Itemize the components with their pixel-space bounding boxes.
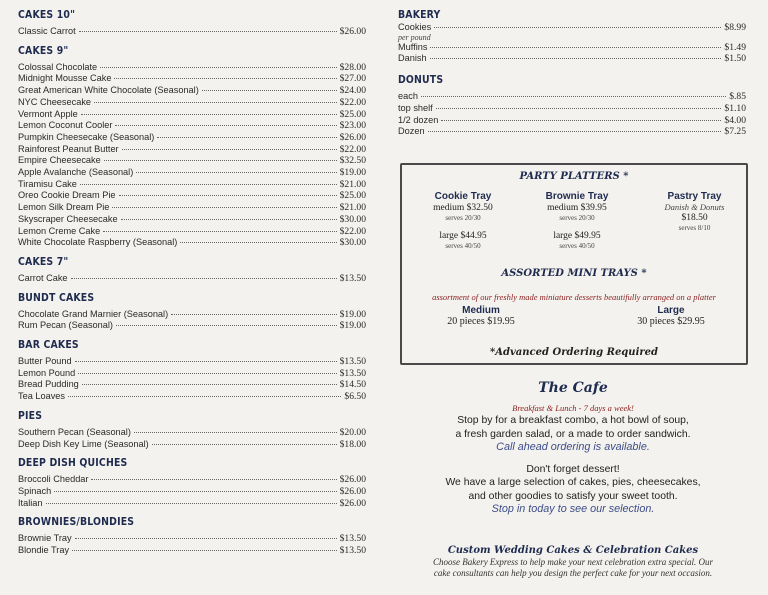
advance-ordering-note: *Advanced Ordering Required	[490, 347, 658, 358]
menu-item-price: $22.00	[339, 143, 366, 155]
right-menu-column	[398, 8, 746, 138]
menu-section	[18, 255, 366, 285]
left-menu-column	[18, 8, 366, 563]
menu-item	[18, 144, 366, 156]
menu-item-price: $13.50	[339, 356, 366, 368]
pastry-tray-subtitle: Danish & Donuts	[664, 202, 725, 212]
menu-item	[18, 320, 366, 332]
cafe-call-ahead: Call ahead ordering is available.	[496, 441, 650, 453]
menu-item	[18, 237, 366, 249]
brownie-tray-large-serves: serves 40/50	[559, 242, 595, 250]
menu-item-price: $27.00	[339, 73, 366, 85]
menu-item-name: Bread Pudding	[18, 379, 79, 390]
dot-leader	[115, 125, 336, 126]
menu-item-price: $19.00	[339, 308, 366, 320]
menu-item	[18, 226, 366, 238]
menu-item-name: Tiramisu Cake	[18, 178, 77, 189]
menu-item	[18, 85, 366, 97]
menu-item	[18, 379, 366, 391]
dot-leader	[94, 102, 337, 103]
section-heading-bakery: BAKERY	[398, 8, 441, 21]
mini-tray-large	[606, 305, 736, 327]
menu-item-name: Colossal Chocolate	[18, 61, 98, 72]
dot-leader	[68, 396, 341, 397]
menu-item-danish	[398, 53, 746, 65]
menu-item-name: Lemon Coconut Cooler	[18, 120, 113, 131]
dot-leader	[171, 314, 336, 315]
dot-leader	[136, 172, 336, 173]
section-heading: CAKES 7"	[18, 254, 69, 268]
menu-item	[18, 356, 366, 368]
menu-item	[18, 427, 366, 439]
brownie-tray-title: Brownie Tray	[545, 191, 609, 202]
menu-item-name: Dozen	[398, 126, 425, 137]
cafe-hours: Breakfast & Lunch - 7 days a week!	[512, 403, 634, 413]
menu-item-price: $4.00	[724, 114, 746, 126]
menu-item	[18, 214, 366, 226]
menu-item	[18, 545, 366, 557]
cafe-line-2: a fresh garden salad, or a made to order sandwich.	[455, 428, 691, 440]
menu-item-price: $13.50	[339, 533, 366, 545]
menu-section	[18, 338, 366, 403]
menu-item-name: Rainforest Peanut Butter	[18, 143, 119, 154]
menu-item-name: Spinach	[18, 485, 52, 496]
brownie-tray-medium-serves: serves 20/30	[559, 214, 595, 222]
menu-item-price: $24.00	[339, 85, 366, 97]
menu-item	[18, 26, 366, 38]
dot-leader	[430, 47, 721, 48]
dot-leader	[80, 184, 337, 185]
menu-item-price: $26.00	[339, 26, 366, 37]
menu-item-price: $18.00	[339, 438, 366, 450]
dot-leader	[100, 67, 336, 68]
menu-item-name: Danish	[398, 53, 427, 64]
menu-item	[18, 109, 366, 121]
dot-leader	[122, 149, 337, 150]
menu-item-name: Pumpkin Cheesecake (Seasonal)	[18, 131, 155, 142]
pastry-tray-price: $18.50	[681, 213, 708, 223]
dot-leader	[114, 78, 336, 79]
menu-item-name: Blondie Tray	[18, 545, 70, 556]
party-platters-heading: PARTY PLATTERS *	[519, 171, 629, 182]
menu-item-price: $25.00	[339, 108, 366, 120]
menu-item-donut-dozen	[398, 126, 746, 138]
dot-leader	[82, 384, 337, 385]
menu-item-name: Italian	[18, 497, 43, 508]
menu-item-price: $13.50	[339, 272, 366, 284]
menu-item	[18, 132, 366, 144]
mini-tray-medium-label: Medium	[462, 305, 500, 316]
dot-leader	[157, 137, 336, 138]
menu-item-name: Midnight Mousse Cake	[18, 73, 112, 84]
menu-item	[18, 73, 366, 85]
menu-item-name: Apple Avalanche (Seasonal)	[18, 167, 134, 178]
menu-item-price: $26.00	[339, 497, 366, 509]
party-platters-box	[400, 163, 748, 365]
menu-item-name: Broccoli Cheddar	[18, 474, 89, 485]
dot-leader	[134, 432, 337, 433]
dot-leader	[202, 90, 337, 91]
cafe-title: The Cafe	[538, 380, 608, 396]
menu-item	[18, 120, 366, 132]
dot-leader	[430, 58, 722, 59]
menu-item	[18, 179, 366, 191]
menu-item-name: Skyscraper Cheesecake	[18, 213, 118, 224]
dot-leader	[91, 479, 336, 480]
menu-item-price: $30.00	[339, 237, 366, 249]
cafe-section	[398, 380, 748, 517]
menu-section	[18, 8, 366, 38]
dot-leader	[112, 207, 336, 208]
menu-item	[18, 309, 366, 321]
menu-item-name: Lemon Pound	[18, 367, 76, 378]
dot-leader	[421, 96, 726, 97]
cookie-tray-large: large $44.95	[439, 231, 487, 241]
brownie-tray-large: large $49.95	[553, 231, 601, 241]
section-heading-donuts: DONUTS	[398, 73, 444, 87]
menu-item-price: $20.00	[339, 426, 366, 438]
menu-item	[18, 474, 366, 486]
section-heading: CAKES 9"	[18, 43, 69, 57]
wedding-cakes-line-2: cake consultants can help you design the perfect cake for your next occasion.	[433, 568, 713, 578]
menu-item-name: Classic Carrot	[18, 26, 76, 36]
dot-leader	[71, 278, 337, 279]
dot-leader	[54, 491, 336, 492]
dot-leader	[436, 108, 722, 109]
pastry-tray-serves: serves 8/10	[678, 224, 711, 232]
menu-item-name: top shelf	[398, 102, 433, 113]
cookie-tray	[408, 191, 518, 250]
menu-item-donut-top-shelf	[398, 103, 746, 115]
cafe-dessert-3: and other goodies to satisfy your sweet tooth.	[468, 490, 678, 502]
section-heading: PIES	[18, 408, 43, 422]
menu-item-name: Oreo Cookie Dream Pie	[18, 190, 116, 201]
menu-item-price: $26.00	[339, 485, 366, 497]
menu-item-price: $1.49	[724, 41, 746, 53]
menu-item-price: $1.50	[724, 53, 746, 65]
menu-item-price: $7.25	[724, 126, 746, 138]
menu-item-price: $22.00	[339, 225, 366, 237]
menu-section	[18, 44, 366, 249]
dot-leader	[104, 160, 337, 161]
pastry-tray-title: Pastry Tray	[667, 191, 722, 202]
wedding-cakes-title: Custom Wedding Cakes & Celebration Cakes	[447, 545, 699, 556]
menu-item-price: $19.00	[339, 167, 366, 179]
menu-item-name: Southern Pecan (Seasonal)	[18, 426, 131, 437]
dot-leader	[152, 444, 337, 445]
cookie-tray-medium: medium $32.50	[433, 203, 493, 213]
menu-item-muffins	[398, 42, 746, 54]
dot-leader	[79, 31, 337, 32]
menu-item	[18, 202, 366, 214]
donuts-section	[398, 73, 746, 138]
menu-item-price: $26.00	[339, 131, 366, 143]
dot-leader	[75, 538, 337, 539]
bakery-section	[398, 8, 746, 65]
menu-item	[18, 486, 366, 498]
wedding-cakes-line-1: Choose Bakery Express to help make your next celebration extra special. Our	[432, 557, 714, 567]
menu-item-name: Great American White Chocolate (Seasonal)	[18, 85, 199, 96]
menu-item-price: $25.00	[339, 190, 366, 202]
dot-leader	[121, 219, 337, 220]
dot-leader	[441, 120, 721, 121]
menu-item-price: $22.00	[339, 96, 366, 108]
brownie-tray	[522, 191, 632, 250]
dot-leader	[434, 27, 721, 28]
mini-tray-medium	[416, 305, 546, 327]
menu-item	[18, 273, 366, 285]
menu-item	[18, 368, 366, 380]
menu-item-price: $32.50	[339, 155, 366, 167]
menu-item-name: Lemon Creme Cake	[18, 225, 101, 236]
menu-item	[18, 439, 366, 451]
cookie-tray-title: Cookie Tray	[434, 191, 492, 202]
menu-item-price: $28.00	[339, 61, 366, 73]
menu-item-price: $.85	[729, 91, 746, 103]
menu-item-name: White Chocolate Raspberry (Seasonal)	[18, 237, 178, 248]
menu-item-name: Lemon Silk Dream Pie	[18, 202, 110, 213]
menu-item-name: Rum Pecan (Seasonal)	[18, 320, 113, 331]
dot-leader	[116, 325, 337, 326]
mini-trays-heading: ASSORTED MINI TRAYS *	[501, 268, 647, 279]
section-heading: DEEP DISH QUICHES	[18, 456, 128, 470]
menu-item-price: $13.50	[339, 545, 366, 557]
menu-item-price: $23.00	[339, 120, 366, 132]
dot-leader	[103, 231, 336, 232]
brownie-tray-medium: medium $39.95	[547, 203, 607, 213]
cafe-dessert-1: Don't forget dessert!	[526, 463, 620, 475]
dot-leader	[72, 550, 337, 551]
pastry-tray	[642, 191, 747, 232]
menu-item-price: $21.00	[339, 202, 366, 214]
menu-item	[18, 391, 366, 403]
mini-trays-description: assortment of our freshly made miniature desserts beautifully arranged on a platter	[432, 292, 716, 302]
menu-item	[18, 190, 366, 202]
menu-item	[18, 167, 366, 179]
mini-tray-large-value: 30 pieces $29.95	[637, 316, 705, 327]
menu-item-price: $1.10	[724, 102, 746, 114]
menu-item-price: $19.00	[339, 320, 366, 332]
menu-item-name: 1/2 dozen	[398, 114, 439, 125]
menu-item-price: $21.00	[339, 178, 366, 190]
menu-item-donut-each	[398, 91, 746, 103]
menu-item-name: Carrot Cake	[18, 272, 68, 283]
menu-item-name: Brownie Tray	[18, 533, 72, 544]
dot-leader	[75, 361, 337, 362]
cookie-tray-medium-serves: serves 20/30	[445, 214, 481, 222]
menu-item-name: Chocolate Grand Marnier (Seasonal)	[18, 308, 169, 319]
menu-item-name: Vermont Apple	[18, 108, 78, 119]
dot-leader	[46, 503, 337, 504]
wedding-cakes-section	[398, 544, 748, 579]
menu-section	[18, 291, 366, 332]
cafe-dessert-2: We have a large selection of cakes, pies, cheesecakes,	[445, 477, 701, 488]
menu-item	[18, 498, 366, 510]
dot-leader	[119, 195, 337, 196]
menu-section	[18, 409, 366, 450]
section-heading: BAR CAKES	[18, 338, 79, 352]
menu-item	[18, 62, 366, 74]
menu-item	[18, 97, 366, 109]
menu-item-price: $14.50	[339, 379, 366, 391]
mini-tray-large-label: Large	[657, 305, 685, 316]
menu-item-name: each	[398, 91, 418, 102]
menu-item-name: Deep Dish Key Lime (Seasonal)	[18, 438, 149, 449]
dot-leader	[81, 114, 337, 115]
cafe-stop-in: Stop in today to see our selection.	[491, 503, 655, 515]
menu-section	[18, 515, 366, 556]
menu-item-name: Butter Pound	[18, 356, 72, 367]
section-heading: BROWNIES/BLONDIES	[18, 515, 135, 529]
section-heading: CAKES 10"	[18, 8, 76, 21]
dot-leader	[428, 131, 722, 132]
menu-item-price: $26.00	[339, 474, 366, 486]
menu-item-name: NYC Cheesecake	[18, 96, 92, 107]
cafe-line-1: Stop by for a breakfast combo, a hot bowl of soup,	[457, 415, 689, 426]
menu-item-name: Cookies	[398, 22, 432, 32]
menu-item-price: $8.99	[724, 22, 746, 33]
menu-item-name: Empire Cheesecake	[18, 155, 101, 166]
menu-item-price: $13.50	[339, 367, 366, 379]
menu-item	[18, 533, 366, 545]
mini-tray-medium-value: 20 pieces $19.95	[447, 316, 515, 327]
dot-leader	[180, 242, 336, 243]
dot-leader	[78, 373, 336, 374]
menu-item-note: per pound	[398, 32, 431, 42]
menu-item-donut-half-dozen	[398, 115, 746, 127]
cookie-tray-large-serves: serves 40/50	[445, 242, 481, 250]
menu-section	[18, 456, 366, 509]
menu-item-name: Tea Loaves	[18, 391, 65, 402]
section-heading: BUNDT CAKES	[18, 290, 95, 304]
menu-item-name: Muffins	[398, 41, 428, 52]
menu-item-price: $30.00	[339, 213, 366, 225]
menu-item	[18, 155, 366, 167]
menu-item-price: $6.50	[344, 391, 366, 403]
